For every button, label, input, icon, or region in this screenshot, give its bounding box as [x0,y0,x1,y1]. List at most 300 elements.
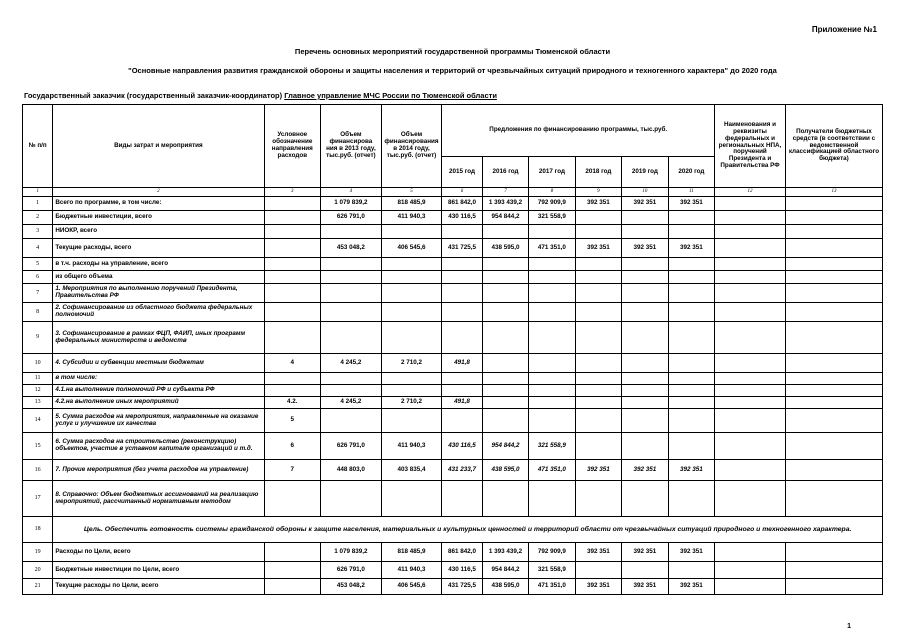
page-number: 1 [847,623,851,630]
row-npa [715,543,786,562]
row-year-value: 861 842,0 [442,543,482,562]
row-year-value [442,373,482,385]
row-year-value [622,385,668,397]
row-label: 3. Софинансирование в рамках ФЦП, ФАИП, иных программ федеральных министерств и ведомств [53,322,264,354]
row-year-value [482,225,528,239]
document-subtitle: "Основные направления развития гражданской обороны и защиты населения и территорий от чрезвычайных ситуаций природного и техногенного характера" до 2020 года [128,66,777,75]
row-year-value [442,385,482,397]
header-year: 2020 год [668,157,715,188]
column-number: 6 [442,188,482,197]
row-number: 18 [23,517,53,543]
row-year-value [668,409,715,433]
row-code: 4.2. [264,397,321,409]
row-npa [715,579,786,595]
row-recipient [785,211,882,225]
row-npa [715,433,786,460]
column-number: 1 [23,188,53,197]
row-value-2014: 818 485,9 [381,543,442,562]
row-year-value [482,385,528,397]
table-row [23,211,883,225]
column-number: 5 [381,188,442,197]
row-year-value [482,397,528,409]
row-label: в т.ч. расходы на управление, всего [53,258,264,271]
row-code [264,258,321,271]
header-npa: Наименования и реквизиты федеральных и региональных НПА, поручений Президента и Правительства РФ [715,105,786,188]
row-npa [715,239,786,258]
row-year-value [529,258,575,271]
row-year-value: 471 351,0 [529,460,575,481]
row-year-value [442,225,482,239]
row-value-2013 [321,303,382,322]
row-code [264,322,321,354]
header-year: 2016 год [482,157,528,188]
table-row [23,543,883,562]
table-row [23,460,883,481]
row-year-value [482,409,528,433]
column-number: 7 [482,188,528,197]
header-recipients: Получатели бюджетных средств (в соответствии с ведомственной классификацией областного бюджета) [785,105,882,188]
row-year-value [529,303,575,322]
row-year-value: 491,8 [442,354,482,373]
row-label: Бюджетные инвестиции по Цели, всего [53,562,264,579]
row-year-value [482,373,528,385]
row-year-value [668,303,715,322]
row-npa [715,322,786,354]
row-npa [715,284,786,303]
row-year-value [575,385,621,397]
row-value-2013: 626 791,0 [321,433,382,460]
row-value-2013 [321,322,382,354]
row-code [264,481,321,517]
row-value-2013 [321,271,382,284]
row-label: Текущие расходы, всего [53,239,264,258]
row-year-value [668,211,715,225]
row-year-value: 792 909,9 [529,543,575,562]
row-year-value: 471 351,0 [529,239,575,258]
row-code [264,385,321,397]
row-value-2013 [321,258,382,271]
row-year-value [442,271,482,284]
row-year-value [529,354,575,373]
row-recipient [785,460,882,481]
row-year-value [622,397,668,409]
row-npa [715,258,786,271]
row-year-value [575,211,621,225]
row-year-value: 321 558,9 [529,433,575,460]
goal-text: Цель. Обеспечить готовность системы гражданской обороны к защите населения, материальных и культурных ценностей и территорий области от чрезвычайных ситуаций природного и техногенного характера. [53,517,883,543]
row-recipient [785,385,882,397]
row-year-value: 792 909,9 [529,197,575,211]
row-value-2014 [381,322,442,354]
row-year-value [482,271,528,284]
row-number: 8 [23,303,53,322]
row-year-value [482,284,528,303]
row-value-2013 [321,284,382,303]
row-year-value [622,354,668,373]
row-recipient [785,481,882,517]
row-year-value [622,258,668,271]
row-year-value [575,397,621,409]
row-npa [715,211,786,225]
row-year-value [575,322,621,354]
table-row [23,433,883,460]
row-code [264,543,321,562]
table-row [23,225,883,239]
row-year-value [529,373,575,385]
row-npa [715,271,786,284]
table-row [23,284,883,303]
row-year-value [668,562,715,579]
table-head [23,105,883,197]
row-year-value: 392 351 [668,579,715,595]
row-value-2013 [321,409,382,433]
row-number: 13 [23,397,53,409]
row-year-value [668,284,715,303]
row-number: 7 [23,284,53,303]
row-value-2014 [381,303,442,322]
row-year-value: 392 351 [668,460,715,481]
row-year-value: 491,8 [442,397,482,409]
row-value-2014: 411 940,3 [381,562,442,579]
row-year-value [442,258,482,271]
row-year-value [482,303,528,322]
row-year-value [442,481,482,517]
row-value-2014 [381,373,442,385]
header-code: Условное обозначение направления расходов [264,105,321,188]
row-npa [715,481,786,517]
column-number: 12 [715,188,786,197]
row-code [264,211,321,225]
row-number: 1 [23,197,53,211]
row-number: 19 [23,543,53,562]
row-npa [715,409,786,433]
row-value-2014: 2 710,2 [381,397,442,409]
row-recipient [785,303,882,322]
row-year-value: 954 844,2 [482,211,528,225]
row-code [264,239,321,258]
table-row [23,322,883,354]
row-number: 14 [23,409,53,433]
table-row [23,373,883,385]
row-code: 7 [264,460,321,481]
row-value-2014 [381,258,442,271]
row-code: 5 [264,409,321,433]
row-year-value [668,322,715,354]
row-year-value: 431 725,5 [442,239,482,258]
row-label: Текущие расходы по Цели, всего [53,579,264,595]
row-year-value [668,397,715,409]
row-value-2013 [321,373,382,385]
row-year-value [668,481,715,517]
row-year-value [442,303,482,322]
row-year-value [442,322,482,354]
row-year-value: 392 351 [668,239,715,258]
row-year-value [575,225,621,239]
header-year: 2019 год [622,157,668,188]
row-value-2014 [381,284,442,303]
row-label: 4. Субсидии и субвенции местным бюджетам [53,354,264,373]
row-value-2014: 411 940,3 [381,211,442,225]
row-year-value: 392 351 [575,239,621,258]
table-row [23,303,883,322]
table-row [23,197,883,211]
row-number: 20 [23,562,53,579]
row-year-value [622,225,668,239]
row-year-value [622,322,668,354]
row-year-value: 392 351 [575,579,621,595]
measures-table [22,104,883,595]
row-label: 4.1.на выполнение полномочий РФ и субъекта РФ [53,385,264,397]
header-fin2013: Объем финансирова ния в 2013 году, тыс.руб. (отчет) [321,105,382,188]
row-npa [715,197,786,211]
table-body [23,197,883,595]
header-year: 2017 год [529,157,575,188]
column-number: 2 [53,188,264,197]
row-year-value [529,322,575,354]
row-value-2013: 626 791,0 [321,211,382,225]
row-recipient [785,284,882,303]
row-year-value [482,354,528,373]
table-row [23,397,883,409]
row-code [264,579,321,595]
row-year-value: 438 595,0 [482,239,528,258]
row-value-2014: 818 485,9 [381,197,442,211]
row-npa [715,225,786,239]
row-value-2014 [381,409,442,433]
row-year-value [482,258,528,271]
row-value-2014 [381,481,442,517]
document-title: Перечень основных мероприятий государственной программы Тюменской области [294,47,611,56]
customer-label: Государственный заказчик (государственный заказчик-координатор) [24,91,283,100]
row-value-2013: 1 079 839,2 [321,543,382,562]
row-year-value [442,284,482,303]
row-year-value [668,433,715,460]
row-year-value [622,303,668,322]
row-npa [715,397,786,409]
row-label: Всего по программе, в том числе: [53,197,264,211]
header-fin2014: Объем финансирования в 2014 году, тыс.руб. (отчет) [381,105,442,188]
row-number: 9 [23,322,53,354]
table-row [23,409,883,433]
row-npa [715,373,786,385]
table-row [23,239,883,258]
row-year-value: 392 351 [622,460,668,481]
customer-line [24,91,497,100]
goal-row [23,517,883,543]
row-year-value: 392 351 [622,239,668,258]
row-label: 7. Прочие мероприятия (без учета расходов на управление) [53,460,264,481]
column-number: 10 [622,188,668,197]
row-recipient [785,579,882,595]
row-year-value: 1 393 439,2 [482,197,528,211]
row-year-value: 392 351 [575,543,621,562]
row-value-2013: 1 079 839,2 [321,197,382,211]
table-row [23,562,883,579]
row-year-value [529,481,575,517]
row-value-2013: 453 048,2 [321,579,382,595]
row-year-value: 438 595,0 [482,579,528,595]
row-year-value: 321 558,9 [529,562,575,579]
row-code [264,225,321,239]
row-number: 6 [23,271,53,284]
row-value-2014: 411 940,3 [381,433,442,460]
row-number: 5 [23,258,53,271]
row-number: 16 [23,460,53,481]
row-year-value [575,284,621,303]
row-year-value: 954 844,2 [482,433,528,460]
row-label: 5. Сумма расходов на мероприятия, направленные на оказание услуг и улучшение их качества [53,409,264,433]
row-value-2013 [321,385,382,397]
row-npa [715,562,786,579]
row-recipient [785,225,882,239]
row-value-2014: 403 835,4 [381,460,442,481]
row-year-value [575,562,621,579]
table-row [23,579,883,595]
row-recipient [785,354,882,373]
customer-value: Главное управление МЧС России по Тюменской области [284,91,497,100]
row-year-value [482,481,528,517]
table-row [23,258,883,271]
table-row [23,481,883,517]
row-label: 2. Софинансирование из областного бюджета федеральных полномочий [53,303,264,322]
row-number: 12 [23,385,53,397]
row-label: 8. Справочно: Объем бюджетных ассигнований на реализацию мероприятий, рассчитанный нормативным методом [53,481,264,517]
row-value-2014: 406 545,6 [381,239,442,258]
row-year-value: 392 351 [622,543,668,562]
row-year-value [622,409,668,433]
row-number: 3 [23,225,53,239]
row-value-2013: 448 803,0 [321,460,382,481]
row-label: Расходы по Цели, всего [53,543,264,562]
row-npa [715,385,786,397]
row-code [264,373,321,385]
row-year-value [622,271,668,284]
row-recipient [785,322,882,354]
header-num: № п/п [23,105,53,188]
row-label: в том числе: [53,373,264,385]
row-label: НИОКР, всего [53,225,264,239]
row-year-value: 861 842,0 [442,197,482,211]
row-year-value [442,409,482,433]
row-recipient [785,562,882,579]
row-year-value [622,433,668,460]
row-value-2013: 626 791,0 [321,562,382,579]
row-code: 6 [264,433,321,460]
row-value-2013: 4 245,2 [321,354,382,373]
row-year-value: 431 725,5 [442,579,482,595]
row-label: 1. Мероприятия по выполнению поручений Президента, Правительства РФ [53,284,264,303]
header-year: 2018 год [575,157,621,188]
column-number: 8 [529,188,575,197]
row-code [264,197,321,211]
row-year-value [668,373,715,385]
row-year-value [668,385,715,397]
row-value-2014: 2 710,2 [381,354,442,373]
row-number: 11 [23,373,53,385]
row-label: Бюджетные инвестиции, всего [53,211,264,225]
table-row [23,271,883,284]
row-year-value: 430 116,5 [442,433,482,460]
appendix-label: Приложение №1 [811,25,877,34]
row-year-value [575,373,621,385]
row-year-value: 392 351 [668,543,715,562]
row-value-2014 [381,271,442,284]
row-value-2013 [321,225,382,239]
header-proposals: Предложения по финансированию программы, тыс.руб. [442,105,715,157]
row-year-value [668,271,715,284]
row-year-value [668,354,715,373]
row-recipient [785,543,882,562]
row-number: 15 [23,433,53,460]
row-label: 4.2.на выполнение иных мероприятий [53,397,264,409]
column-number: 13 [785,188,882,197]
row-code [264,303,321,322]
row-year-value [575,433,621,460]
row-recipient [785,197,882,211]
row-code [264,271,321,284]
row-value-2014 [381,225,442,239]
row-code: 4 [264,354,321,373]
row-year-value: 430 116,5 [442,562,482,579]
row-year-value: 392 351 [622,579,668,595]
row-recipient [785,271,882,284]
row-year-value [575,271,621,284]
row-year-value: 431 233,7 [442,460,482,481]
row-year-value [575,354,621,373]
row-year-value: 392 351 [575,197,621,211]
row-year-value [529,271,575,284]
row-year-value [622,284,668,303]
row-year-value [622,481,668,517]
row-year-value [529,385,575,397]
row-code [264,284,321,303]
row-year-value [529,397,575,409]
row-number: 4 [23,239,53,258]
row-year-value: 392 351 [668,197,715,211]
row-year-value: 471 351,0 [529,579,575,595]
row-year-value: 1 393 439,2 [482,543,528,562]
row-recipient [785,373,882,385]
row-year-value: 392 351 [622,197,668,211]
row-npa [715,303,786,322]
column-number-row [23,188,883,197]
header-year: 2015 год [442,157,482,188]
row-number: 2 [23,211,53,225]
row-year-value: 392 351 [575,460,621,481]
row-recipient [785,433,882,460]
header-kinds: Виды затрат и мероприятия [53,105,264,188]
row-year-value: 321 558,9 [529,211,575,225]
row-year-value [575,481,621,517]
row-year-value [668,225,715,239]
row-value-2013: 4 245,2 [321,397,382,409]
row-value-2014 [381,385,442,397]
row-year-value [575,409,621,433]
row-recipient [785,239,882,258]
row-recipient [785,258,882,271]
row-year-value [668,258,715,271]
table-row [23,354,883,373]
row-year-value [529,409,575,433]
row-label: 6. Сумма расходов на строительство (реконструкцию) объектов, участие в уставном капитале организаций и т.д. [53,433,264,460]
row-number: 21 [23,579,53,595]
row-year-value: 954 844,2 [482,562,528,579]
table-row [23,385,883,397]
row-value-2013: 453 048,2 [321,239,382,258]
row-code [264,562,321,579]
row-label: из общего объема [53,271,264,284]
row-year-value [482,322,528,354]
